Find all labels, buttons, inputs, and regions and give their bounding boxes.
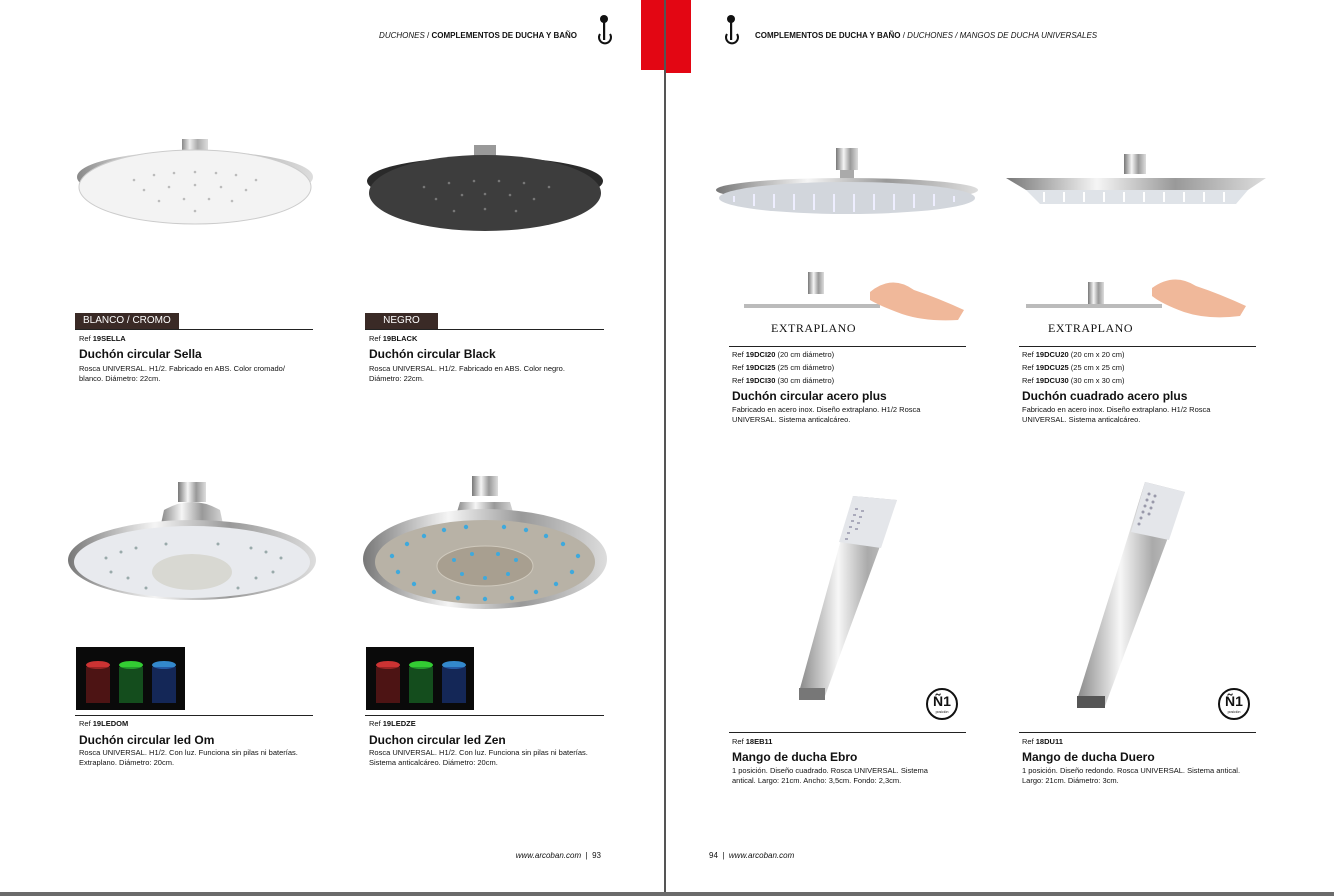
divider: [75, 329, 313, 330]
left-footer: www.arcoban.com | 93: [515, 851, 601, 860]
website-link: www.arcoban.com: [728, 851, 795, 860]
bottom-rule: [0, 892, 1334, 896]
product-name: Duchón cuadrado acero plus: [1022, 389, 1188, 403]
product-ref: Ref 19DCI20 (20 cm diámetro): [732, 350, 835, 359]
color-tag: NEGRO: [365, 313, 438, 329]
led-zen-shower-head-image: [362, 474, 608, 609]
product-ref: Ref 19BLACK: [369, 334, 418, 343]
black-shower-head-image: [364, 143, 606, 235]
product-description: Rosca UNIVERSAL. H1/2. Con luz. Funciona sin pilas ni baterías. Sistema anticalcáreo. Diámetro: 20cm.: [369, 748, 588, 767]
extraplano-label: EXTRAPLANO: [771, 321, 856, 335]
product-ref: Ref 18EB11: [732, 737, 773, 746]
left-header-subsection: COMPLEMENTOS DE DUCHA Y BAÑO: [431, 31, 577, 40]
led-om-shower-head-image: [66, 480, 318, 605]
product-description: Rosca UNIVERSAL. H1/2. Con luz. Funciona sin pilas ni baterías. Extraplano. Diámetro: 20cm.: [79, 748, 298, 767]
product-ref: Ref 18DU11: [1022, 737, 1063, 746]
product-name: Mango de ducha Ebro: [732, 750, 858, 764]
divider: [365, 329, 604, 330]
product-ref: Ref 19SELLA: [79, 334, 126, 343]
left-header: DUCHONES / COMPLEMENTOS DE DUCHA Y BAÑO: [379, 31, 577, 40]
product-description: Rosca UNIVERSAL. H1/2. Fabricado en ABS. Color negro. Diámetro: 22cm.: [369, 364, 565, 383]
product-name: Duchon circular led Zen: [369, 733, 506, 747]
product-ref: Ref 19DCI30 (30 cm diámetro): [732, 376, 835, 385]
product-name: Duchón circular led Om: [79, 733, 215, 747]
duero-hand-shower-image: [1073, 478, 1189, 712]
product-name: Mango de ducha Duero: [1022, 750, 1155, 764]
product-name: Duchón circular Black: [369, 347, 496, 361]
product-description: Fabricado en acero inox. Diseño extraplano. H1/2 Rosca UNIVERSAL. Sistema anticalcáreo.: [1022, 405, 1211, 424]
right-footer: 94 | www.arcoban.com: [709, 851, 795, 860]
one-position-badge-icon: Ñ1 posición: [926, 688, 958, 720]
extraplano-hand-image: [1024, 270, 1248, 322]
product-ref: Ref 19DCU30 (30 cm x 30 cm): [1022, 376, 1125, 385]
shower-logo-icon: [596, 14, 614, 48]
product-description: Fabricado en acero inox. Diseño extraplano. H1/2 Rosca UNIVERSAL. Sistema anticalcáreo.: [732, 405, 921, 424]
right-header-section: COMPLEMENTOS DE DUCHA Y BAÑO: [755, 31, 901, 40]
divider: [729, 732, 966, 733]
product-ref: Ref 19DCU25 (25 cm x 25 cm): [1022, 363, 1125, 372]
product-description: Rosca UNIVERSAL. H1/2. Fabricado en ABS. Color cromado/ blanco. Diámetro: 22cm.: [79, 364, 285, 383]
circular-steel-shower-head-image: [714, 146, 980, 218]
page-spine: [664, 0, 666, 894]
product-ref: Ref 19DCI25 (25 cm diámetro): [732, 363, 835, 372]
ebro-hand-shower-image: [795, 492, 903, 704]
shower-logo-icon: [723, 14, 741, 48]
divider: [729, 346, 966, 347]
product-ref: Ref 19LEDOM: [79, 719, 129, 728]
product-description: 1 posición. Diseño cuadrado. Rosca UNIVERSAL. Sistema antical. Largo: 21cm. Ancho: 3,5cm. Fondo: 2,3cm.: [732, 766, 928, 785]
page-number: 94: [709, 851, 718, 860]
sella-shower-head-image: [74, 135, 316, 230]
divider: [1019, 346, 1256, 347]
square-steel-shower-head-image: [1004, 152, 1268, 210]
one-position-badge-icon: Ñ1 posición: [1218, 688, 1250, 720]
product-ref: Ref 19LEDZE: [369, 719, 416, 728]
divider: [75, 715, 313, 716]
website-link: www.arcoban.com: [515, 851, 582, 860]
color-tag: BLANCO / CROMO: [75, 313, 179, 329]
led-colors-thumbnail: [76, 647, 185, 710]
divider: [1019, 732, 1256, 733]
right-header-subsection: DUCHONES / MANGOS DE DUCHA UNIVERSALES: [907, 31, 1098, 40]
led-colors-thumbnail: [366, 647, 474, 710]
product-name: Duchón circular Sella: [79, 347, 202, 361]
extraplano-label: EXTRAPLANO: [1048, 321, 1133, 335]
product-name: Duchón circular acero plus: [732, 389, 887, 403]
page-number: 93: [592, 851, 601, 860]
right-header: COMPLEMENTOS DE DUCHA Y BAÑO / DUCHONES / MANGOS DE DUCHA UNIVERSALES: [755, 31, 1098, 40]
right-red-tab: [666, 0, 691, 73]
left-red-tab: [641, 0, 664, 70]
product-description: 1 posición. Diseño redondo. Rosca UNIVERSAL. Sistema antical. Largo: 21cm. Diámetro: 3cm.: [1022, 766, 1241, 785]
divider: [365, 715, 604, 716]
extraplano-hand-image: [742, 270, 966, 322]
product-ref: Ref 19DCU20 (20 cm x 20 cm): [1022, 350, 1125, 359]
left-header-section: DUCHONES: [379, 31, 425, 40]
